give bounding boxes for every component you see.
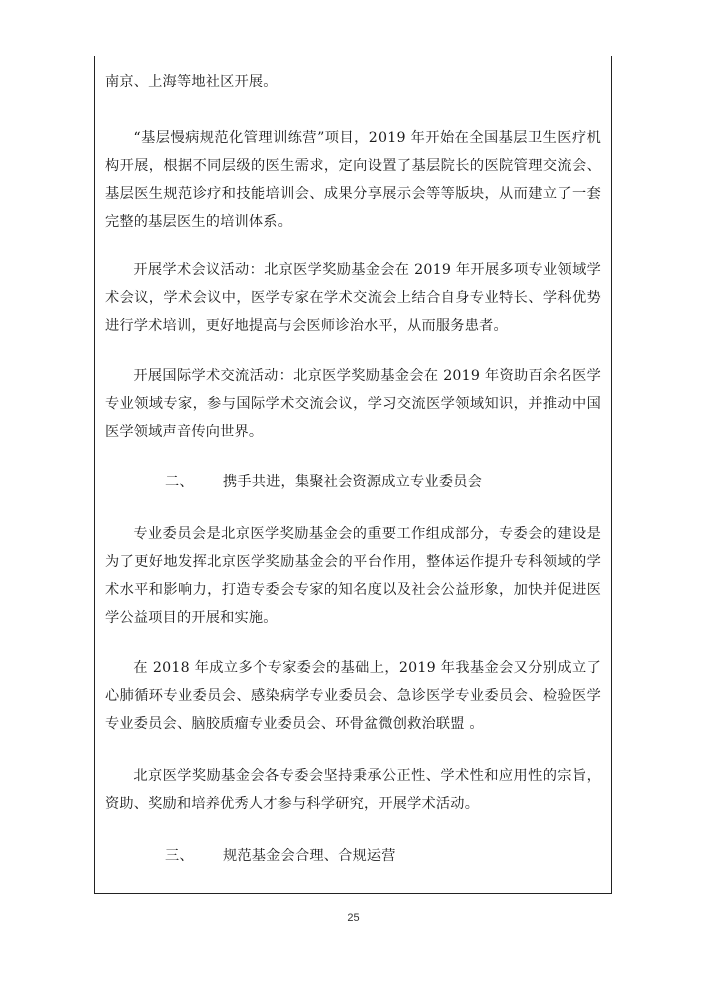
paragraph-continuation: 南京、上海等地社区开展。 bbox=[105, 74, 278, 90]
paragraph-committees-purpose: 北京医学奖励基金会各专委会坚持秉承公正性、学术性和应用性的宗旨，资助、奖励和培养优秀人才参与科学研究，开展学术活动。 bbox=[105, 768, 601, 812]
paragraph-committees-intro: 专业委员会是北京医学奖励基金会的重要工作组成部分，专委会的建设是为了更好地发挥北京医学奖励基金会的平台作用，整体运作提升专科领域的学术水平和影响力，打造专委会专家的知名度以及社会公益形象，加快并促进医学公益项目的开展和实施。 bbox=[105, 526, 601, 626]
section-number: 二、 bbox=[165, 474, 194, 490]
page-frame bbox=[94, 56, 612, 894]
page-number: 25 bbox=[347, 912, 360, 924]
paragraph-training-camp: “基层慢病规范化管理训练营”项目，2019 年开始在全国基层卫生医疗机构开展，根据不同层级的医生需求，定向设置了基层院长的医院管理交流会、基层医生规范诊疗和技能培训会、成果分享展示会等等版块，从而建立了一套完整的基层医生的培训体系。 bbox=[105, 130, 601, 230]
section-heading-2 bbox=[105, 468, 601, 496]
section-title: 规范基金会合理、合规运营 bbox=[223, 848, 396, 864]
section-heading-3 bbox=[105, 842, 601, 870]
paragraph-academic-meetings: 开展学术会议活动：北京医学奖励基金会在 2019 年开展多项专业领域学术会议，学术会议中，医学专家在学术交流会上结合自身专业特长、学科优势进行学术培训，更好地提高与会医师诊治水平，从而服务患者。 bbox=[105, 262, 601, 334]
section-title: 携手共进，集聚社会资源成立专业委员会 bbox=[223, 474, 482, 490]
paragraph-international-exchange: 开展国际学术交流活动：北京医学奖励基金会在 2019 年资助百余名医学专业领域专家，参与国际学术交流会议，学习交流医学领域知识，并推动中国医学领域声音传向世界。 bbox=[105, 368, 601, 440]
section-number: 三、 bbox=[165, 848, 194, 864]
paragraph-committees-2019: 在 2018 年成立多个专家委会的基础上，2019 年我基金会又分别成立了心肺循环专业委员会、感染病学专业委员会、急诊医学专业委员会、检验医学专业委员会、脑胶质瘤专业委员会、环骨盆微创救治联盟 。 bbox=[105, 660, 601, 732]
